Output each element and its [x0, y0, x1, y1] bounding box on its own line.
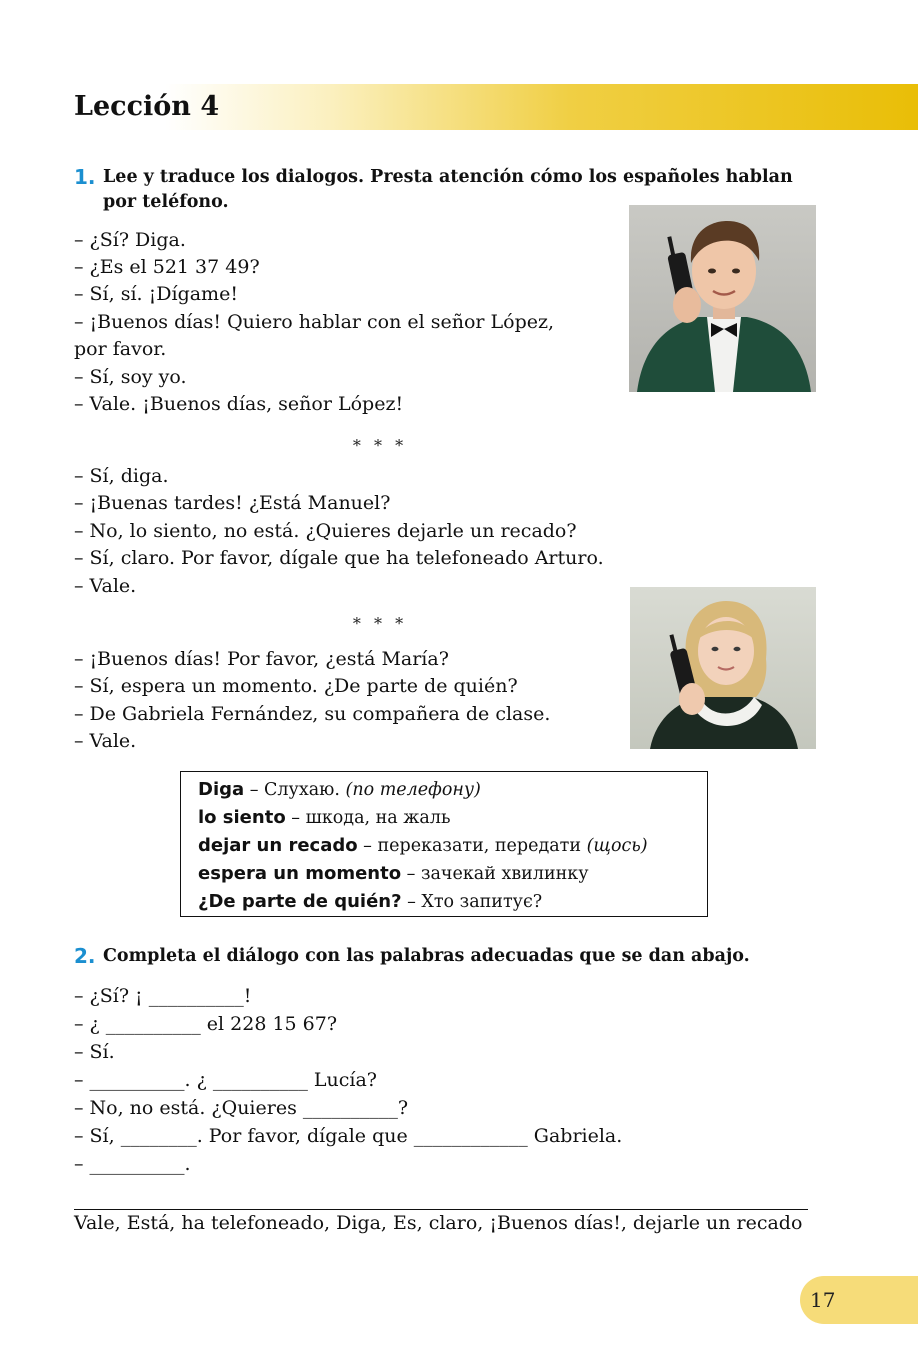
vocabulary-box — [180, 771, 708, 917]
page-number: 17 — [810, 1288, 836, 1312]
dialog-line: – ¿Es el 521 37 49? — [74, 256, 260, 278]
dialog-line: – Sí, claro. Por favor, dígale que ha telefoneado Arturo. — [74, 547, 604, 569]
exercise-line: – No, no está. ¿Quieres __________? — [74, 1097, 409, 1119]
dialog-line: – De Gabriela Fernández, su compañera de clase. — [74, 703, 551, 725]
exercise-line: – ¿ __________ el 228 15 67? — [74, 1013, 338, 1035]
dialog-line: – Vale. — [74, 730, 137, 752]
dialog-line: – Vale. — [74, 575, 137, 597]
vocabulary-term: espera un momento — [198, 863, 402, 884]
dialog-line: – ¿Sí? Diga. — [74, 229, 186, 251]
vocabulary-item — [198, 860, 707, 888]
task2-instruction: Completa el diálogo con las palabras adecuadas que se dan abajo. — [103, 946, 750, 966]
vocabulary-translation: – Хто запитує? — [401, 892, 543, 912]
dialog-line: – Sí, soy yo. — [74, 366, 187, 388]
dialog-line: – ¡Buenos días! Quiero hablar con el señor López, — [74, 311, 555, 333]
exercise-line: – ¿Sí? ¡ __________! — [74, 985, 252, 1007]
vocabulary-item — [198, 888, 707, 916]
vocabulary-item — [198, 832, 707, 860]
dialog-line: – No, lo siento, no está. ¿Quieres dejarle un recado? — [74, 520, 577, 542]
dialog-line: – Sí, diga. — [74, 465, 169, 487]
vocabulary-item — [198, 776, 707, 804]
task1-number: 1. — [74, 165, 96, 189]
exercise-line: – __________. — [74, 1153, 191, 1175]
photo-boy-on-phone — [629, 205, 816, 392]
exercise-line: – Sí, ________. Por favor, dígale que ____________ Gabriela. — [74, 1125, 623, 1147]
vocabulary-translation: – шкода, на жаль — [285, 808, 451, 828]
vocabulary-term: ¿De parte de quién? — [198, 891, 402, 912]
dialog-line: – Sí, espera un momento. ¿De parte de quién? — [74, 675, 518, 697]
vocabulary-note: (по телефону) — [345, 780, 481, 800]
vocabulary-translation: – Слухаю. — [244, 780, 346, 800]
vocabulary-note: (щось) — [586, 836, 648, 856]
vocabulary-translation: – переказати, передати — [357, 836, 587, 856]
exercise-line: – __________. ¿ __________ Lucía? — [74, 1069, 377, 1091]
task2-number: 2. — [74, 944, 96, 968]
task1-instruction-line2: por teléfono. — [103, 192, 229, 212]
vocabulary-item — [198, 804, 707, 832]
vocabulary-term: lo siento — [198, 807, 286, 828]
dialog-line: – Vale. ¡Buenos días, señor López! — [74, 393, 404, 415]
photo-girl-on-phone — [630, 587, 816, 749]
vocabulary-term: Diga — [198, 779, 245, 800]
task1-instruction-line1: Lee y traduce los dialogos. Presta atención cómo los españoles hablan — [103, 167, 793, 187]
dialog-line: por favor. — [74, 338, 167, 360]
word-bank: Vale, Está, ha telefoneado, Diga, Es, claro, ¡Buenos días!, dejarle un recado — [74, 1212, 803, 1234]
dialog-line: – ¡Buenas tardes! ¿Está Manuel? — [74, 492, 391, 514]
exercise-line: – Sí. — [74, 1041, 115, 1063]
dialog-line: – ¡Buenos días! Por favor, ¿está María? — [74, 648, 449, 670]
lesson-title: Lección 4 — [74, 91, 220, 122]
dialog-separator: * * * — [352, 436, 408, 455]
vocabulary-translation: – зачекай хвилинку — [401, 864, 589, 884]
vocabulary-term: dejar un recado — [198, 835, 358, 856]
dialog-line: – Sí, sí. ¡Dígame! — [74, 283, 238, 305]
dialog-separator: * * * — [352, 614, 408, 633]
